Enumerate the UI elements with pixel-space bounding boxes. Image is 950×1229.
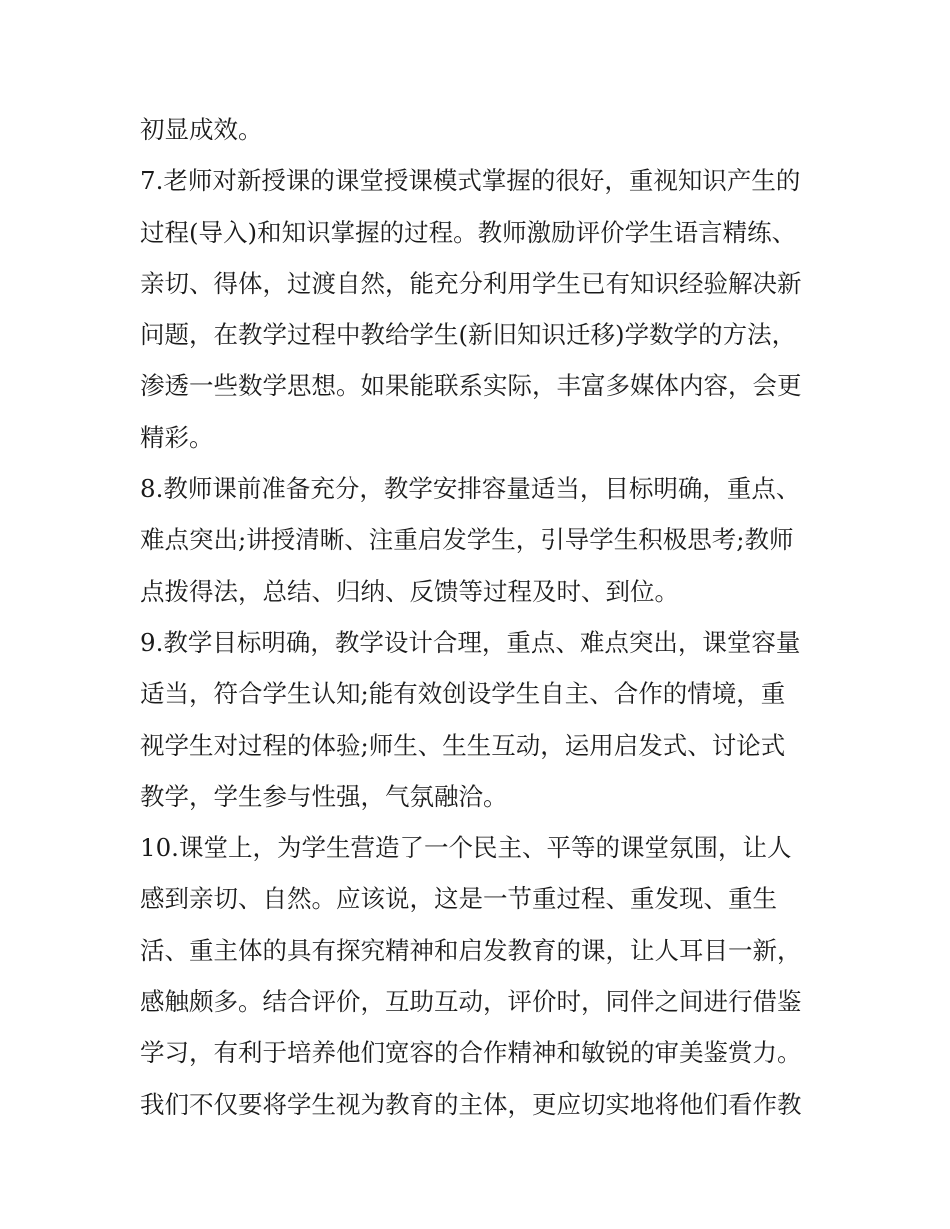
text-line: 10.课堂上，为学生营造了一个民主、平等的课堂氛围，让人 (140, 833, 792, 863)
text-line: 感触颇多。结合评价，互助互动，评价时，同伴之间进行借鉴 (140, 987, 802, 1017)
text-line: 9.教学目标明确，教学设计合理，重点、难点突出，课堂容量 (140, 627, 801, 657)
text-line: 我们不仅要将学生视为教育的主体，更应切实地将他们看作教 (140, 1089, 802, 1119)
body-text (140, 104, 820, 1130)
text-line: 视学生对过程的体验;师生、生生互动，运用启发式、讨论式 (140, 730, 786, 760)
text-line: 7.老师对新授课的课堂授课模式掌握的很好，重视知识产生的 (140, 166, 801, 196)
text-line: 教学，学生参与性强，气氛融洽。 (140, 781, 508, 811)
text-line: 8.教师课前准备充分，教学安排容量适当，目标明确，重点、 (140, 474, 801, 504)
text-line: 学习，有利于培养他们宽容的合作精神和敏锐的审美鉴赏力。 (140, 1038, 802, 1068)
text-line: 问题，在教学过程中教给学生(新旧知识迁移)学数学的方法， (140, 320, 797, 350)
text-line: 初显成效。 (140, 115, 263, 144)
text-line: 活、重主体的具有探究精神和启发教育的课，让人耳目一新， (140, 935, 802, 965)
text-line: 渗透一些数学思想。如果能联系实际，丰富多媒体内容，会更 (140, 371, 802, 401)
text-line: 过程(导入)和知识掌握的过程。教师激励评价学生语言精练、 (140, 217, 797, 247)
text-line: 亲切、得体，过渡自然，能充分利用学生已有知识经验解决新 (140, 268, 802, 298)
text-line: 适当，符合学生认知;能有效创设学生自主、合作的情境，重 (140, 679, 786, 709)
text-line: 精彩。 (140, 422, 214, 452)
text-line: 点拨得法，总结、归纳、反馈等过程及时、到位。 (140, 576, 679, 606)
text-line: 感到亲切、自然。应该说，这是一节重过程、重发现、重生 (140, 884, 777, 914)
text-line: 难点突出;讲授清晰、注重启发学生，引导学生积极思考;教师 (140, 525, 794, 555)
